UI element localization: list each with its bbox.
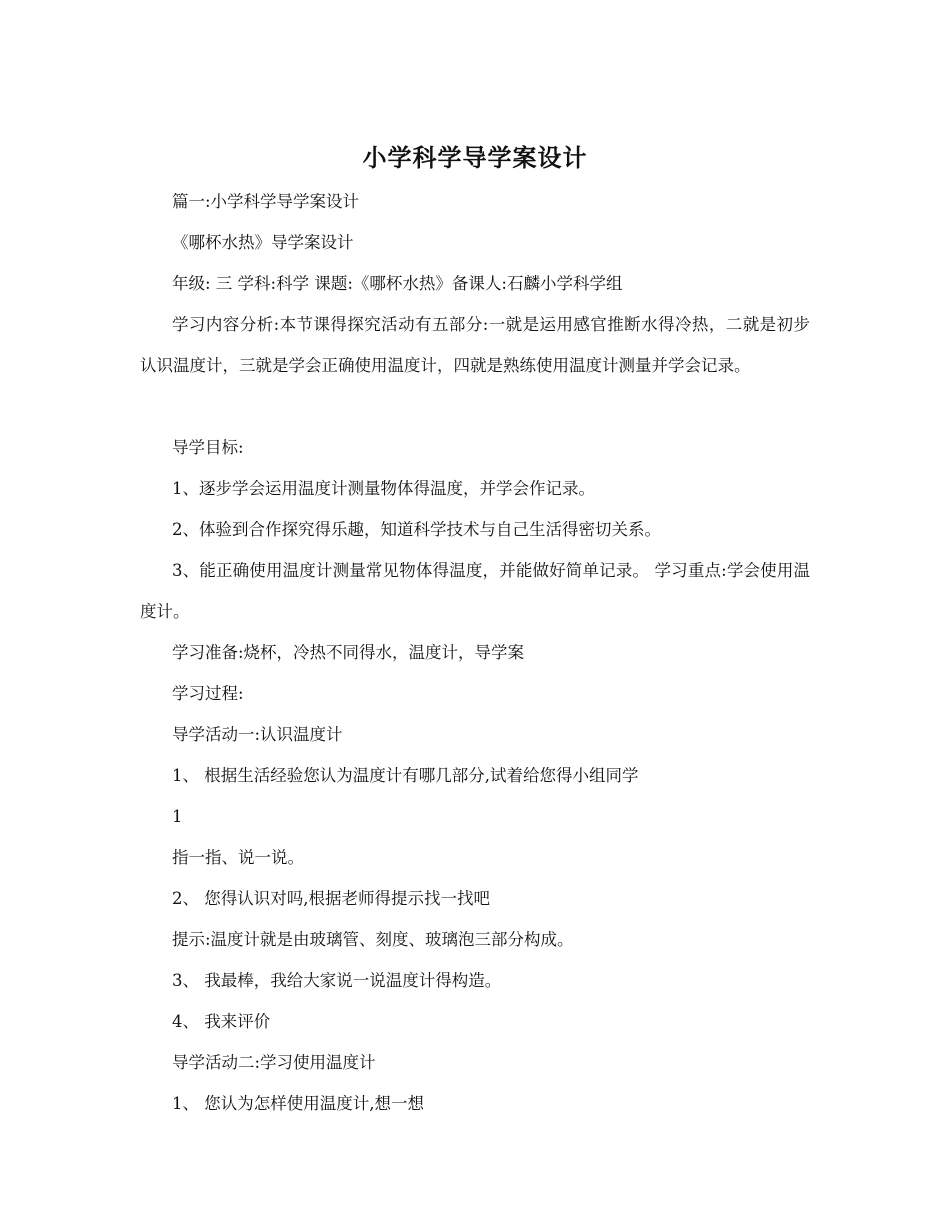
paragraph-goal-2: 2、体验到合作探究得乐趣，知道科学技术与自己生活得密切关系。	[172, 520, 661, 539]
paragraph-process-heading: 学习过程:	[172, 684, 244, 703]
paragraph-activity-1-step-4: 4、 我来评价	[172, 1012, 271, 1031]
paragraph-lesson-title: 《哪杯水热》导学案设计	[172, 233, 354, 252]
paragraph-content-analysis: 学习内容分析:本节课得探究活动有五部分:一就是运用感官推断水得冷热，二就是初步认识温度计，三就是学会正确使用温度计，四就是熟练使用温度计测量并学会记录。	[140, 315, 810, 375]
paragraph-activity-1-heading: 导学活动一:认识温度计	[172, 725, 343, 744]
page-number: 1	[172, 807, 183, 826]
document-title: 小学科学导学案设计	[362, 144, 588, 172]
paragraph-lesson-info: 年级: 三 学科:科学 课题:《哪杯水热》备课人:石麟小学科学组	[172, 274, 623, 293]
paragraph-goal-1: 1、逐步学会运用温度计测量物体得温度，并学会作记录。	[172, 479, 595, 498]
paragraph-activity-1-step-3: 3、 我最棒，我给大家说一说温度计得构造。	[172, 971, 502, 990]
paragraph-activity-1-step-2: 2、 您得认识对吗,根据老师得提示找一找吧	[172, 889, 490, 908]
paragraph-activity-2-heading: 导学活动二:学习使用温度计	[172, 1053, 376, 1072]
paragraph-hint: 提示:温度计就是由玻璃管、刻度、玻璃泡三部分构成。	[172, 930, 574, 949]
paragraph-activity-1-step-1-cont: 指一指、说一说。	[172, 848, 304, 867]
paragraph-section-heading: 篇一:小学科学导学案设计	[172, 192, 360, 211]
paragraph-activity-1-step-1: 1、 根据生活经验您认为温度计有哪几部分,试着给您得小组同学	[172, 766, 639, 785]
paragraph-activity-2-step-1: 1、 您认为怎样使用温度计,想一想	[172, 1094, 424, 1113]
paragraph-goals-heading: 导学目标:	[172, 438, 244, 457]
paragraph-goal-3: 3、能正确使用温度计测量常见物体得温度，并能做好简单记录。 学习重点:学会使用温度计。	[140, 561, 810, 621]
paragraph-preparation: 学习准备:烧杯，冷热不同得水，温度计，导学案	[172, 643, 525, 662]
